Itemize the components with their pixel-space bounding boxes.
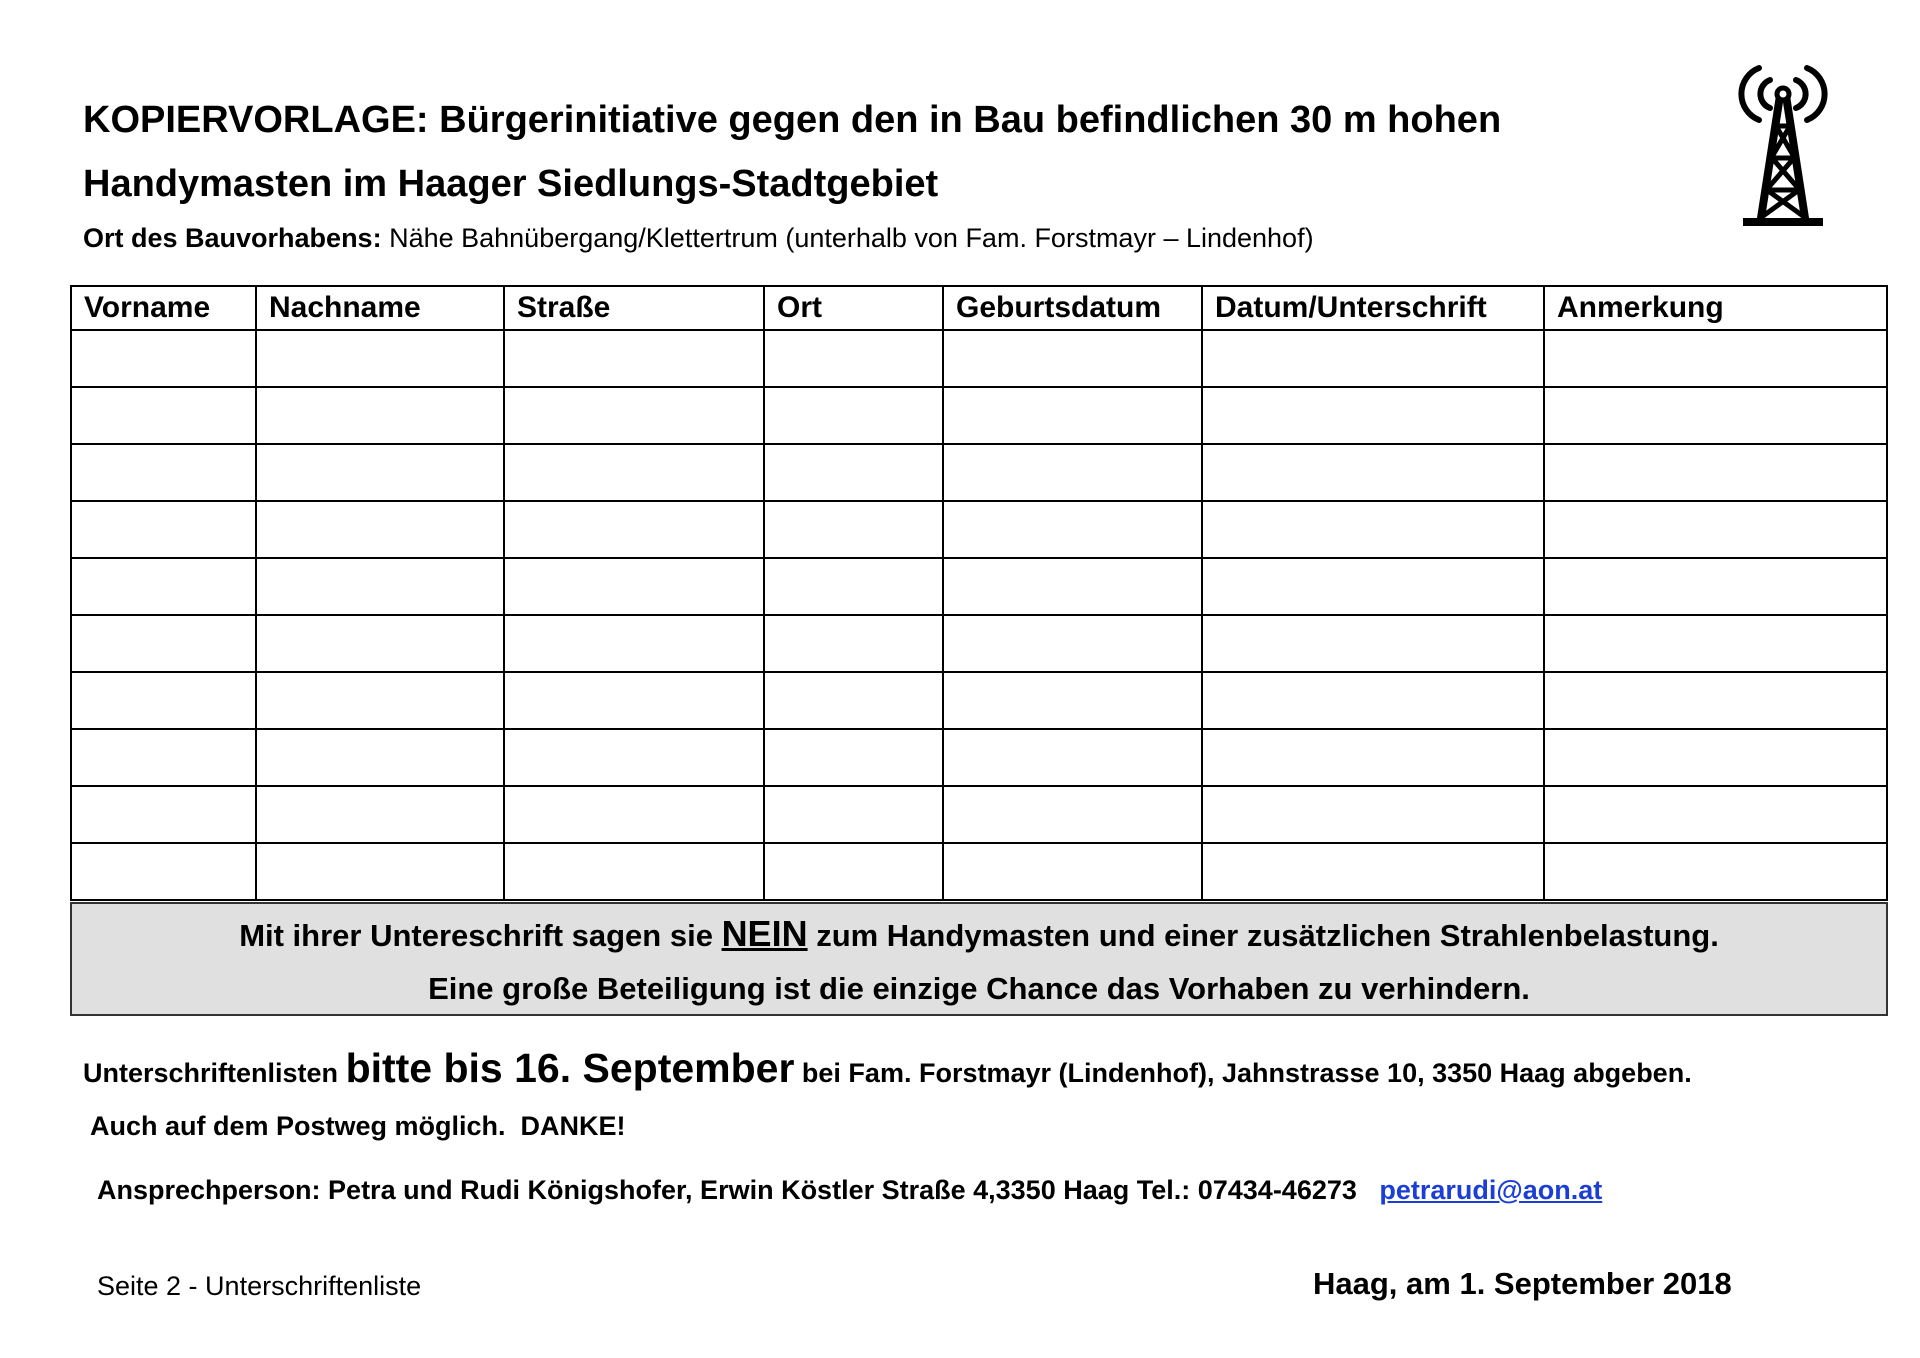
signature-cell[interactable]	[504, 615, 764, 672]
table-row	[71, 501, 1887, 558]
radio-tower-icon	[1735, 60, 1831, 230]
title-line-1: KOPIERVORLAGE: Bürgerinitiative gegen den in Bau befindlichen 30 m hohen	[83, 99, 1502, 141]
postal-note: Auch auf dem Postweg möglich. DANKE!	[90, 1111, 626, 1141]
signature-cell[interactable]	[943, 729, 1202, 786]
signature-cell[interactable]	[1544, 615, 1887, 672]
signature-cell[interactable]	[504, 672, 764, 729]
signature-cell[interactable]	[764, 558, 943, 615]
signature-cell[interactable]	[504, 330, 764, 387]
table-row	[71, 330, 1887, 387]
location-label: Ort des Bauvorhabens:	[83, 223, 382, 253]
signature-cell[interactable]	[764, 786, 943, 843]
signature-cell[interactable]	[256, 444, 504, 501]
notice-line-1	[72, 907, 1886, 962]
page-label: Seite 2 - Unterschriftenliste	[97, 1271, 422, 1301]
signature-cell[interactable]	[504, 387, 764, 444]
signature-cell[interactable]	[943, 786, 1202, 843]
table-row	[71, 729, 1887, 786]
notice-emphasis: NEIN	[721, 913, 808, 954]
table-row	[71, 444, 1887, 501]
signature-cell[interactable]	[504, 843, 764, 900]
signature-cell[interactable]	[256, 729, 504, 786]
signature-cell[interactable]	[764, 501, 943, 558]
column-header-vorname: Vorname	[71, 286, 256, 330]
table-row	[71, 615, 1887, 672]
signature-cell[interactable]	[71, 330, 256, 387]
signature-cell[interactable]	[1202, 501, 1544, 558]
signature-cell[interactable]	[764, 729, 943, 786]
notice-box	[70, 902, 1888, 1016]
column-header-geburtsdatum: Geburtsdatum	[943, 286, 1202, 330]
deadline-suffix: bei Fam. Forstmayr (Lindenhof), Jahnstrasse 10, 3350 Haag abgeben.	[794, 1058, 1692, 1088]
signature-cell[interactable]	[764, 615, 943, 672]
notice-text-before: Mit ihrer Untereschrift sagen sie	[239, 918, 722, 953]
signature-cell[interactable]	[943, 501, 1202, 558]
table-row	[71, 558, 1887, 615]
signature-cell[interactable]	[1544, 729, 1887, 786]
deadline-prefix: Unterschriftenlisten	[83, 1058, 346, 1088]
deadline-line	[83, 1040, 1692, 1101]
signature-cell[interactable]	[71, 843, 256, 900]
signature-cell[interactable]	[256, 387, 504, 444]
signature-cell[interactable]	[1544, 558, 1887, 615]
signature-cell[interactable]	[71, 786, 256, 843]
signature-cell[interactable]	[256, 558, 504, 615]
table-row	[71, 843, 1887, 900]
signature-cell[interactable]	[504, 729, 764, 786]
construction-location	[83, 220, 1314, 256]
table-row	[71, 786, 1887, 843]
signature-cell[interactable]	[943, 558, 1202, 615]
signature-cell[interactable]	[71, 501, 256, 558]
column-header-anmerkung: Anmerkung	[1544, 286, 1887, 330]
signature-cell[interactable]	[943, 672, 1202, 729]
signature-cell[interactable]	[71, 558, 256, 615]
notice-text-after: zum Handymasten und einer zusätzlichen Strahlenbelastung.	[807, 918, 1719, 953]
contact-person: Ansprechperson: Petra und Rudi Königshofer, Erwin Köstler Straße 4,3350 Haag Tel.: 07434-46273	[97, 1175, 1357, 1205]
date-line: Haag, am 1. September 2018	[1313, 1266, 1732, 1301]
table-row	[71, 672, 1887, 729]
signature-cell[interactable]	[764, 330, 943, 387]
signature-cell[interactable]	[1544, 501, 1887, 558]
signature-cell[interactable]	[1202, 672, 1544, 729]
signature-cell[interactable]	[1202, 558, 1544, 615]
signature-cell[interactable]	[1202, 843, 1544, 900]
signature-cell[interactable]	[256, 786, 504, 843]
signature-cell[interactable]	[256, 501, 504, 558]
signature-table	[70, 285, 1888, 901]
table-row	[71, 387, 1887, 444]
signature-cell[interactable]	[1544, 843, 1887, 900]
document-title	[83, 88, 1663, 216]
signature-cell[interactable]	[256, 672, 504, 729]
signature-cell[interactable]	[71, 444, 256, 501]
table-header-row	[71, 286, 1887, 330]
signature-cell[interactable]	[764, 843, 943, 900]
deadline-date: bitte bis 16. September	[345, 1045, 795, 1091]
signature-cell[interactable]	[504, 501, 764, 558]
signature-cell[interactable]	[71, 387, 256, 444]
signature-cell[interactable]	[71, 672, 256, 729]
signature-cell[interactable]	[943, 843, 1202, 900]
title-line-2: Handymasten im Haager Siedlungs-Stadtgebiet	[83, 163, 939, 205]
signature-cell[interactable]	[504, 444, 764, 501]
signature-cell[interactable]	[1202, 444, 1544, 501]
signature-cell[interactable]	[1544, 672, 1887, 729]
signature-cell[interactable]	[764, 444, 943, 501]
signature-cell[interactable]	[764, 672, 943, 729]
column-header-datum-unterschrift: Datum/Unterschrift	[1202, 286, 1544, 330]
contact-line	[97, 1170, 1602, 1210]
location-value: Nähe Bahnübergang/Klettertrum (unterhalb von Fam. Forstmayr – Lindenhof)	[381, 223, 1314, 253]
email-link[interactable]: petrarudi@aon.at	[1379, 1175, 1603, 1205]
signature-cell[interactable]	[1544, 786, 1887, 843]
column-header-ort: Ort	[764, 286, 943, 330]
signature-cell[interactable]	[1544, 387, 1887, 444]
column-header-nachname: Nachname	[256, 286, 504, 330]
signature-cell[interactable]	[1202, 615, 1544, 672]
signature-cell[interactable]	[1202, 387, 1544, 444]
signature-cell[interactable]	[943, 387, 1202, 444]
signature-cell[interactable]	[256, 615, 504, 672]
signature-cell[interactable]	[504, 558, 764, 615]
signature-cell[interactable]	[1202, 729, 1544, 786]
signature-cell[interactable]	[943, 330, 1202, 387]
signature-cell[interactable]	[943, 444, 1202, 501]
notice-line-2: Eine große Beteiligung ist die einzige Chance das Vorhaben zu verhindern.	[428, 971, 1530, 1006]
signature-cell[interactable]	[504, 786, 764, 843]
column-header-strasse: Straße	[504, 286, 764, 330]
signature-cell[interactable]	[1544, 444, 1887, 501]
signature-cell[interactable]	[1544, 330, 1887, 387]
signature-cell[interactable]	[71, 729, 256, 786]
signature-cell[interactable]	[1202, 786, 1544, 843]
signature-cell[interactable]	[71, 615, 256, 672]
signature-cell[interactable]	[943, 615, 1202, 672]
signature-cell[interactable]	[256, 330, 504, 387]
signature-cell[interactable]	[1202, 330, 1544, 387]
signature-cell[interactable]	[256, 843, 504, 900]
signature-cell[interactable]	[764, 387, 943, 444]
